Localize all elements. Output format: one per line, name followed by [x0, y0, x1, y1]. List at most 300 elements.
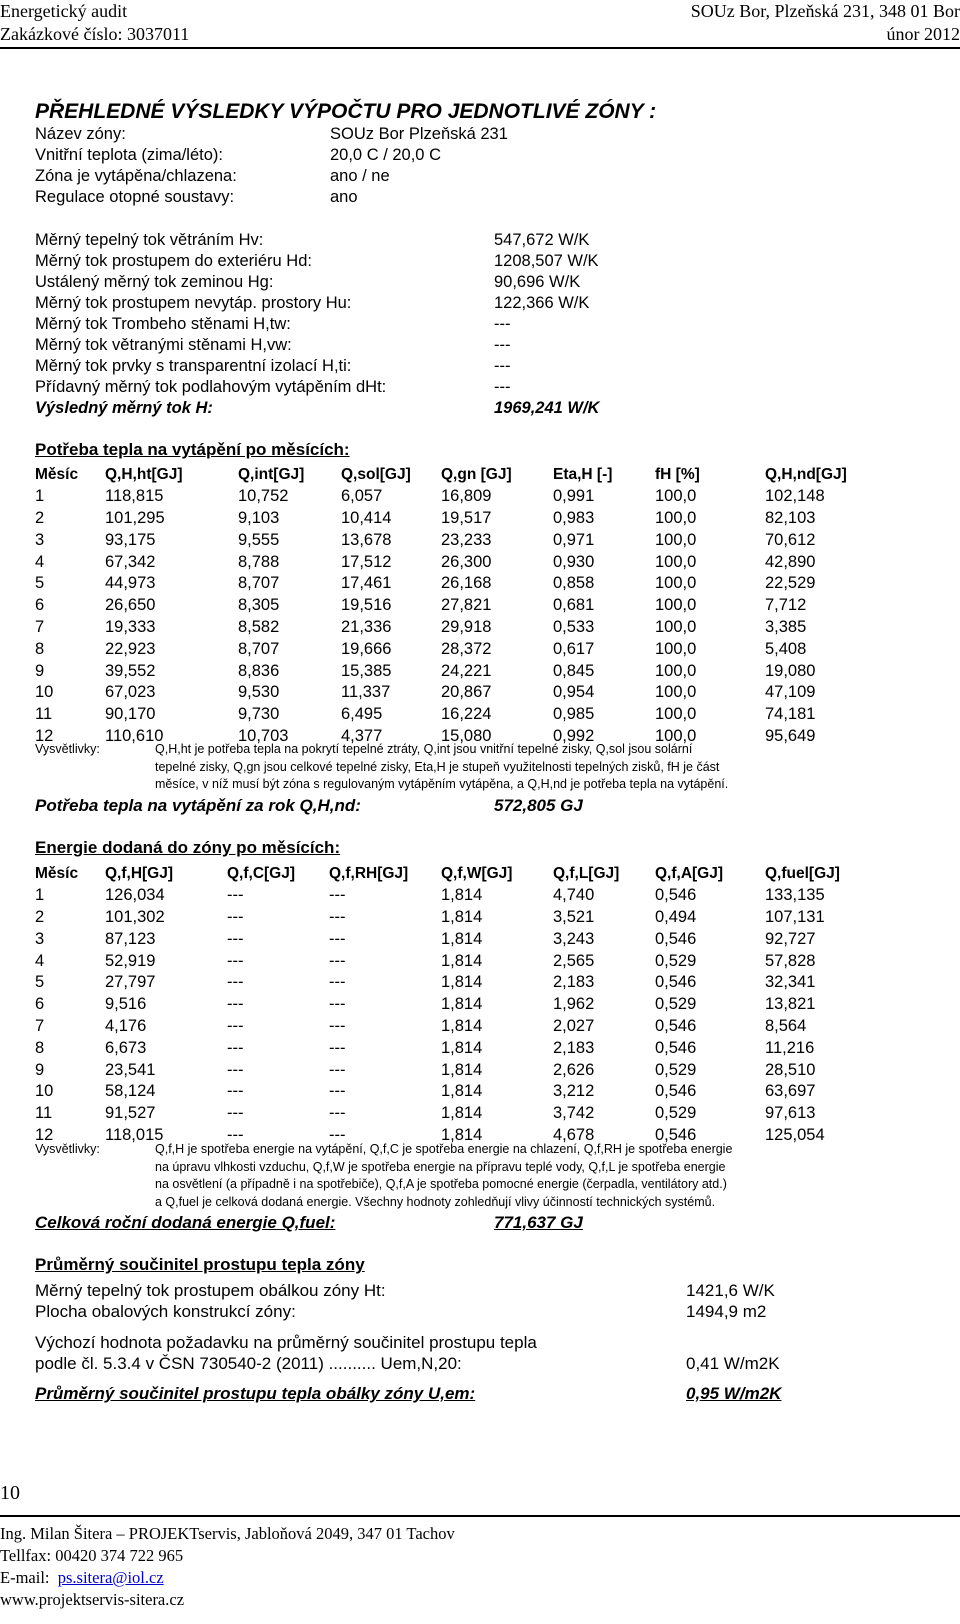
table-cell: 90,170 — [105, 705, 156, 724]
column-header: Q,f,C[GJ] — [227, 864, 296, 882]
table-cell: --- — [329, 1016, 346, 1035]
table-cell: --- — [227, 1125, 244, 1144]
table-row — [35, 486, 865, 508]
table-cell: 101,295 — [105, 508, 165, 527]
table-cell: 63,697 — [765, 1082, 816, 1101]
table-cell: 3,742 — [553, 1104, 595, 1123]
table-cell: --- — [329, 951, 346, 970]
requirement-line: podle čl. 5.3.4 v ČSN 730540-2 (2011) .......... Uem,N,20: — [35, 1354, 462, 1373]
note-line: Q,f,H je spotřeba energie na vytápění, Q,f,C je spotřeba energie na chlazení, Q,f,RH je spotřeba energie — [155, 1142, 733, 1156]
heat-flow-label: Měrný tok prostupem nevytáp. prostory Hu: — [35, 294, 352, 312]
heat-flow-label: Přídavný měrný tok podlahovým vytápěním dHt: — [35, 378, 387, 396]
table-cell: 1,962 — [553, 995, 595, 1014]
result-flow-value: 1969,241 W/K — [494, 399, 600, 417]
table-cell: 0,546 — [655, 1038, 697, 1057]
table-cell: 6,495 — [341, 705, 383, 724]
table-cell: 1,814 — [441, 907, 483, 926]
zone-info-value: 20,0 C / 20,0 C — [330, 146, 441, 164]
table-cell: 0,858 — [553, 574, 595, 593]
table-cell: 107,131 — [765, 907, 825, 926]
header-address: SOUz Bor, Plzeňská 231, 348 01 Bor — [690, 1, 960, 21]
table-cell: 0,546 — [655, 1082, 697, 1101]
table-cell: 52,919 — [105, 951, 156, 970]
table-row — [35, 885, 865, 907]
note-line: měsíce, v níž musí být zóna s regulovaným vytápěním vytápěna, a Q,H,nd je potřeba tepla na vytápění. — [155, 777, 729, 791]
table-cell: 9 — [35, 661, 45, 680]
table-cell: 24,221 — [441, 661, 492, 680]
table-cell: 6 — [35, 596, 45, 615]
table-cell: 1,814 — [441, 995, 483, 1014]
footer-divider — [0, 1515, 960, 1517]
energy-delivered-table — [35, 863, 865, 1146]
u-row-label: Plocha obalových konstrukcí zóny: — [35, 1302, 296, 1321]
table-cell: 22,923 — [105, 639, 156, 658]
table-cell: --- — [329, 1038, 346, 1057]
table-cell: 125,054 — [765, 1125, 825, 1144]
table-cell: 19,516 — [341, 596, 392, 615]
table-cell: 0,529 — [655, 1104, 697, 1123]
u-em-label: Průměrný součinitel prostupu tepla obálky zóny U,em: — [35, 1384, 476, 1403]
table-cell: 19,666 — [341, 639, 392, 658]
table-row — [35, 682, 865, 704]
energy-delivered-body — [35, 885, 865, 1147]
table-row — [35, 617, 865, 639]
table-cell: 1,814 — [441, 973, 483, 992]
table-cell: 8 — [35, 1038, 45, 1057]
table-cell: 6,673 — [105, 1038, 147, 1057]
table-cell: 29,918 — [441, 617, 492, 636]
table-cell: 8,305 — [238, 596, 280, 615]
column-header: Měsíc — [35, 864, 79, 882]
table-cell: 9,516 — [105, 995, 147, 1014]
table-cell: 28,372 — [441, 639, 492, 658]
table-cell: 0,617 — [553, 639, 595, 658]
table-row — [35, 1081, 865, 1103]
table-cell: --- — [329, 1125, 346, 1144]
zone-info-value: ano — [330, 188, 358, 206]
table-cell: 47,109 — [765, 683, 816, 702]
table-cell: 9,103 — [238, 508, 280, 527]
table-cell: 0,845 — [553, 661, 595, 680]
table-cell: 93,175 — [105, 530, 156, 549]
table-cell: 2,183 — [553, 1038, 595, 1057]
table-cell: --- — [329, 886, 346, 905]
table-cell: 1,814 — [441, 886, 483, 905]
table-cell: 10 — [35, 1082, 54, 1101]
table-cell: 12 — [35, 726, 54, 745]
table-cell: 9,730 — [238, 705, 280, 724]
table-cell: 11 — [35, 1104, 53, 1123]
table-cell: --- — [227, 1082, 244, 1101]
column-header: Q,gn [GJ] — [441, 465, 512, 483]
table-cell: 0,681 — [553, 596, 595, 615]
heat-flow-label: Měrný tepelný tok větráním Hv: — [35, 231, 264, 249]
table-cell: 16,809 — [441, 487, 492, 506]
table-cell: 5 — [35, 574, 45, 593]
table-cell: 0,546 — [655, 929, 697, 948]
requirement-value: 0,41 W/m2K — [686, 1354, 780, 1373]
table-cell: 4 — [35, 552, 45, 571]
column-header: Q,f,RH[GJ] — [329, 864, 409, 882]
table-row — [35, 595, 865, 617]
table-cell: 9,555 — [238, 530, 280, 549]
u-row-label: Měrný tepelný tok prostupem obálkou zóny Ht: — [35, 1281, 386, 1300]
table-cell: 2 — [35, 907, 45, 926]
fuel-total-value: 771,637 GJ — [494, 1213, 583, 1232]
table-cell: 0,546 — [655, 973, 697, 992]
table-cell: 3,212 — [553, 1082, 595, 1101]
table-cell: 17,512 — [341, 552, 392, 571]
table-cell: 3,385 — [765, 617, 807, 636]
table-cell: 118,015 — [105, 1125, 164, 1144]
table-cell: 28,510 — [765, 1060, 816, 1079]
table-cell: 4,377 — [341, 726, 383, 745]
table-cell: 10,703 — [238, 726, 289, 745]
energy-note — [155, 1141, 732, 1211]
table-cell: 0,546 — [655, 1125, 697, 1144]
heat-flow-value: 122,366 W/K — [494, 294, 590, 312]
table-cell: 0,991 — [553, 487, 595, 506]
table-cell: 0,546 — [655, 886, 697, 905]
column-header: Q,sol[GJ] — [341, 465, 411, 483]
table-cell: 57,828 — [765, 951, 816, 970]
requirement-line: Výchozí hodnota požadavku na průměrný součinitel prostupu tepla — [35, 1333, 537, 1352]
column-header: Q,int[GJ] — [238, 465, 305, 483]
table-cell: 126,034 — [105, 886, 165, 905]
table-header-row — [35, 464, 865, 486]
heat-need-table — [35, 464, 865, 747]
heat-flow-label: Měrný tok prostupem do exteriéru Hd: — [35, 252, 312, 270]
table-cell: 102,148 — [765, 487, 825, 506]
table-cell: --- — [227, 1104, 244, 1123]
table-row — [35, 907, 865, 929]
table-cell: 100,0 — [655, 617, 697, 636]
table-cell: 7 — [35, 1016, 45, 1035]
heat-flow-value: --- — [494, 357, 511, 375]
heat-flow-label: Měrný tok prvky s transparentní izolací H,ti: — [35, 357, 352, 375]
heat-need-body — [35, 486, 865, 748]
table-cell: 2 — [35, 508, 45, 527]
table-cell: 0,529 — [655, 995, 697, 1014]
note-line: na osvětlení (a případně i na spotřebiče), Q,f,A je spotřeba pomocné energie (čerpadla, ventilátory atd.) — [155, 1177, 727, 1191]
table-cell: --- — [329, 929, 346, 948]
table-cell: 13,821 — [765, 995, 816, 1014]
table-cell: 10 — [35, 683, 54, 702]
table-row — [35, 1016, 865, 1038]
table-row — [35, 950, 865, 972]
page-number: 10 — [0, 1482, 20, 1504]
table-cell: 1,814 — [441, 1104, 483, 1123]
footer-company: Ing. Milan Šitera – PROJEKTservis, Jabloňová 2049, 347 01 Tachov — [0, 1524, 455, 1543]
table-cell: 10,752 — [238, 487, 289, 506]
table-cell: 26,300 — [441, 552, 492, 571]
table-cell: 2,565 — [553, 951, 595, 970]
table-cell: 0,533 — [553, 617, 595, 636]
table-cell: 1,814 — [441, 929, 483, 948]
heat-flow-value: --- — [494, 378, 511, 396]
table-cell: 0,546 — [655, 1016, 697, 1035]
note-line: a Q,fuel je celková dodaná energie. Všechny hodnoty zohledňují vlivy účinností technických systémů. — [155, 1194, 716, 1209]
table-cell: 23,233 — [441, 530, 492, 549]
table-cell: 87,123 — [105, 929, 156, 948]
heat-need-title: Potřeba tepla na vytápění po měsících: — [35, 440, 350, 459]
table-cell: 100,0 — [655, 508, 697, 527]
table-row — [35, 508, 865, 530]
heat-flow-value: 547,672 W/K — [494, 231, 590, 249]
table-cell: --- — [329, 1060, 346, 1079]
heat-flow-value: --- — [494, 336, 511, 354]
note-line: tepelné zisky, Q,gn jsou celkové tepelné zisky, Eta,H je stupeň využitelnosti tepelných zisků, fH je část — [155, 759, 720, 774]
table-cell: 100,0 — [655, 596, 697, 615]
table-cell: 19,333 — [105, 617, 156, 636]
table-cell: 26,168 — [441, 574, 492, 593]
table-cell: 2,183 — [553, 973, 595, 992]
zone-info-label: Vnitřní teplota (zima/léto): — [35, 146, 223, 164]
table-row — [35, 551, 865, 573]
table-cell: 39,552 — [105, 661, 156, 680]
table-row — [35, 928, 865, 950]
table-cell: --- — [227, 1016, 244, 1035]
table-cell: 0,992 — [553, 726, 595, 745]
table-cell: 22,529 — [765, 574, 816, 593]
table-cell: 10,414 — [341, 508, 392, 527]
table-cell: 8,564 — [765, 1016, 807, 1035]
table-cell: 8,707 — [238, 574, 280, 593]
table-cell: 8,582 — [238, 617, 280, 636]
table-cell: 100,0 — [655, 705, 697, 724]
heat-need-note-label: Vysvětlivky: — [35, 742, 100, 756]
table-cell: --- — [227, 907, 244, 926]
u-row-value: 1494,9 m2 — [686, 1302, 767, 1321]
u-section-title: Průměrný součinitel prostupu tepla zóny — [35, 1255, 365, 1274]
table-cell: 1 — [35, 487, 45, 506]
table-cell: 1,814 — [441, 1082, 483, 1101]
header-order-number: Zakázkové číslo: 3037011 — [0, 24, 190, 44]
table-cell: 11,216 — [765, 1038, 815, 1057]
fuel-total-label: Celková roční dodaná energie Q,fuel: — [35, 1213, 336, 1232]
u-em-value: 0,95 W/m2K — [686, 1384, 782, 1403]
heat-flow-value: 1208,507 W/K — [494, 252, 599, 270]
table-cell: 100,0 — [655, 726, 697, 745]
zone-info-label: Regulace otopné soustavy: — [35, 188, 235, 206]
table-cell: 0,983 — [553, 508, 595, 527]
column-header: Q,fuel[GJ] — [765, 864, 840, 882]
table-row — [35, 994, 865, 1016]
table-cell: 3 — [35, 929, 45, 948]
table-cell: 9 — [35, 1060, 45, 1079]
heat-flow-value: --- — [494, 315, 511, 333]
heat-need-total-value: 572,805 GJ — [494, 796, 583, 815]
table-cell: 3 — [35, 530, 45, 549]
table-cell: 100,0 — [655, 552, 697, 571]
table-row — [35, 1037, 865, 1059]
table-cell: 21,336 — [341, 617, 392, 636]
table-cell: 1,814 — [441, 1060, 483, 1079]
table-cell: 0,985 — [553, 705, 595, 724]
column-header: Q,f,H[GJ] — [105, 864, 174, 882]
table-row — [35, 638, 865, 660]
table-header-row — [35, 863, 865, 885]
zone-info-label: Název zóny: — [35, 125, 126, 143]
table-cell: 3,243 — [553, 929, 595, 948]
table-cell: 110,610 — [105, 726, 164, 745]
table-cell: 1,814 — [441, 1016, 483, 1035]
table-cell: 8,707 — [238, 639, 280, 658]
table-row — [35, 1103, 865, 1125]
table-cell: 11 — [35, 705, 53, 724]
table-cell: 97,613 — [765, 1104, 816, 1123]
table-cell: --- — [329, 1104, 346, 1123]
table-cell: --- — [329, 1082, 346, 1101]
table-row — [35, 1059, 865, 1081]
table-cell: 82,103 — [765, 508, 816, 527]
table-cell: 8,836 — [238, 661, 280, 680]
heat-flow-value: 90,696 W/K — [494, 273, 581, 291]
table-cell: 100,0 — [655, 639, 697, 658]
zone-info-value: ano / ne — [330, 167, 390, 185]
table-cell: --- — [329, 907, 346, 926]
table-cell: 16,224 — [441, 705, 492, 724]
table-cell: --- — [227, 973, 244, 992]
column-header: Měsíc — [35, 465, 79, 483]
column-header: Q,H,ht[GJ] — [105, 465, 183, 483]
table-cell: --- — [227, 886, 244, 905]
note-line: Q,H,ht je potřeba tepla na pokrytí tepelné ztráty, Q,int jsou vnitřní tepelné zisky, Q,sol jsou solární — [155, 742, 693, 756]
table-cell: --- — [329, 973, 346, 992]
table-cell: 15,385 — [341, 661, 392, 680]
table-cell: 67,342 — [105, 552, 156, 571]
table-cell: 17,461 — [341, 574, 392, 593]
column-header: Q,H,nd[GJ] — [765, 465, 847, 483]
table-cell: 0,930 — [553, 552, 595, 571]
table-row — [35, 529, 865, 551]
column-header: Q,f,A[GJ] — [655, 864, 724, 882]
heat-flow-label: Měrný tok Trombeho stěnami H,tw: — [35, 315, 291, 333]
table-cell: --- — [227, 951, 244, 970]
table-row — [35, 660, 865, 682]
table-cell: 118,815 — [105, 487, 164, 506]
footer-website: www.projektservis-sitera.cz — [0, 1590, 185, 1609]
table-cell: 101,302 — [105, 907, 165, 926]
table-cell: 58,124 — [105, 1082, 156, 1101]
table-cell: 1,814 — [441, 1038, 483, 1057]
table-cell: 95,649 — [765, 726, 816, 745]
heat-flow-label: Ustálený měrný tok zeminou Hg: — [35, 273, 274, 291]
table-cell: 100,0 — [655, 487, 697, 506]
table-row — [35, 972, 865, 994]
table-cell: 4 — [35, 951, 45, 970]
heat-need-total-label: Potřeba tepla na vytápění za rok Q,H,nd: — [35, 796, 361, 815]
table-cell: 4,740 — [553, 886, 595, 905]
zone-info-value: SOUz Bor Plzeňská 231 — [330, 125, 508, 143]
table-cell: 67,023 — [105, 683, 156, 702]
table-cell: --- — [227, 995, 244, 1014]
table-cell: 19,517 — [441, 508, 492, 527]
table-cell: 7,712 — [765, 596, 807, 615]
table-cell: 8,788 — [238, 552, 280, 571]
table-cell: 8 — [35, 639, 45, 658]
table-cell: 6,057 — [341, 487, 383, 506]
table-cell: 100,0 — [655, 574, 697, 593]
table-cell: 27,821 — [441, 596, 492, 615]
table-cell: 27,797 — [105, 973, 156, 992]
table-cell: 32,341 — [765, 973, 816, 992]
table-cell: --- — [227, 1038, 244, 1057]
table-cell: 11,337 — [341, 683, 391, 702]
table-cell: 7 — [35, 617, 45, 636]
table-cell: 15,080 — [441, 726, 492, 745]
table-cell: 91,527 — [105, 1104, 156, 1123]
header-doc-type: Energetický audit — [0, 1, 128, 21]
heat-need-note — [155, 741, 728, 794]
note-line: na úpravu vlhkosti vzduchu, Q,f,W je spotřeba energie na přípravu teplé vody, Q,f,L je spotřeba energie — [155, 1159, 726, 1174]
table-cell: 100,0 — [655, 683, 697, 702]
footer-phone: Tellfax: 00420 374 722 965 — [0, 1546, 184, 1565]
footer-email-row — [0, 1568, 164, 1588]
table-row — [35, 573, 865, 595]
column-header: fH [%] — [655, 465, 700, 483]
table-cell: 2,626 — [553, 1060, 595, 1079]
table-cell: 133,135 — [765, 886, 825, 905]
table-cell: 4,176 — [105, 1016, 147, 1035]
energy-delivered-title: Energie dodaná do zóny po měsících: — [35, 838, 341, 857]
column-header: Q,f,L[GJ] — [553, 864, 620, 882]
table-cell: 23,541 — [105, 1060, 156, 1079]
table-cell: 2,027 — [553, 1016, 595, 1035]
table-cell: 44,973 — [105, 574, 156, 593]
table-cell: 5 — [35, 973, 45, 992]
header-date: únor 2012 — [886, 24, 960, 44]
table-cell: 0,529 — [655, 951, 697, 970]
footer-email-link[interactable]: ps.sitera@iol.cz — [57, 1568, 164, 1587]
table-cell: 70,612 — [765, 530, 816, 549]
u-row-value: 1421,6 W/K — [686, 1281, 775, 1300]
table-cell: 4,678 — [553, 1125, 595, 1144]
table-cell: 13,678 — [341, 530, 392, 549]
table-cell: 0,494 — [655, 907, 697, 926]
table-cell: 100,0 — [655, 530, 697, 549]
table-cell: 19,080 — [765, 661, 816, 680]
result-flow-label: Výsledný měrný tok H: — [35, 399, 213, 417]
table-cell: 1,814 — [441, 1125, 483, 1144]
footer-email-label: E-mail: — [0, 1568, 58, 1587]
table-cell: --- — [329, 995, 346, 1014]
table-cell: 3,521 — [553, 907, 595, 926]
table-cell: 92,727 — [765, 929, 816, 948]
table-cell: 74,181 — [765, 705, 816, 724]
table-cell: --- — [227, 929, 244, 948]
table-cell: 42,890 — [765, 552, 816, 571]
table-cell: 12 — [35, 1125, 54, 1144]
column-header: Eta,H [-] — [553, 465, 613, 483]
table-cell: --- — [227, 1060, 244, 1079]
table-cell: 0,529 — [655, 1060, 697, 1079]
table-cell: 0,971 — [553, 530, 595, 549]
energy-note-label: Vysvětlivky: — [35, 1142, 100, 1156]
zone-info-label: Zóna je vytápěna/chlazena: — [35, 167, 237, 185]
column-header: Q,f,W[GJ] — [441, 864, 513, 882]
heat-flow-label: Měrný tok větranými stěnami H,vw: — [35, 336, 292, 354]
table-cell: 6 — [35, 995, 45, 1014]
table-cell: 1,814 — [441, 951, 483, 970]
table-cell: 1 — [35, 886, 45, 905]
table-cell: 5,408 — [765, 639, 807, 658]
table-row — [35, 704, 865, 726]
table-cell: 100,0 — [655, 661, 697, 680]
table-cell: 9,530 — [238, 683, 280, 702]
page-title: PŘEHLEDNÉ VÝSLEDKY VÝPOČTU PRO JEDNOTLIVÉ ZÓNY : — [35, 100, 657, 123]
table-cell: 20,867 — [441, 683, 492, 702]
